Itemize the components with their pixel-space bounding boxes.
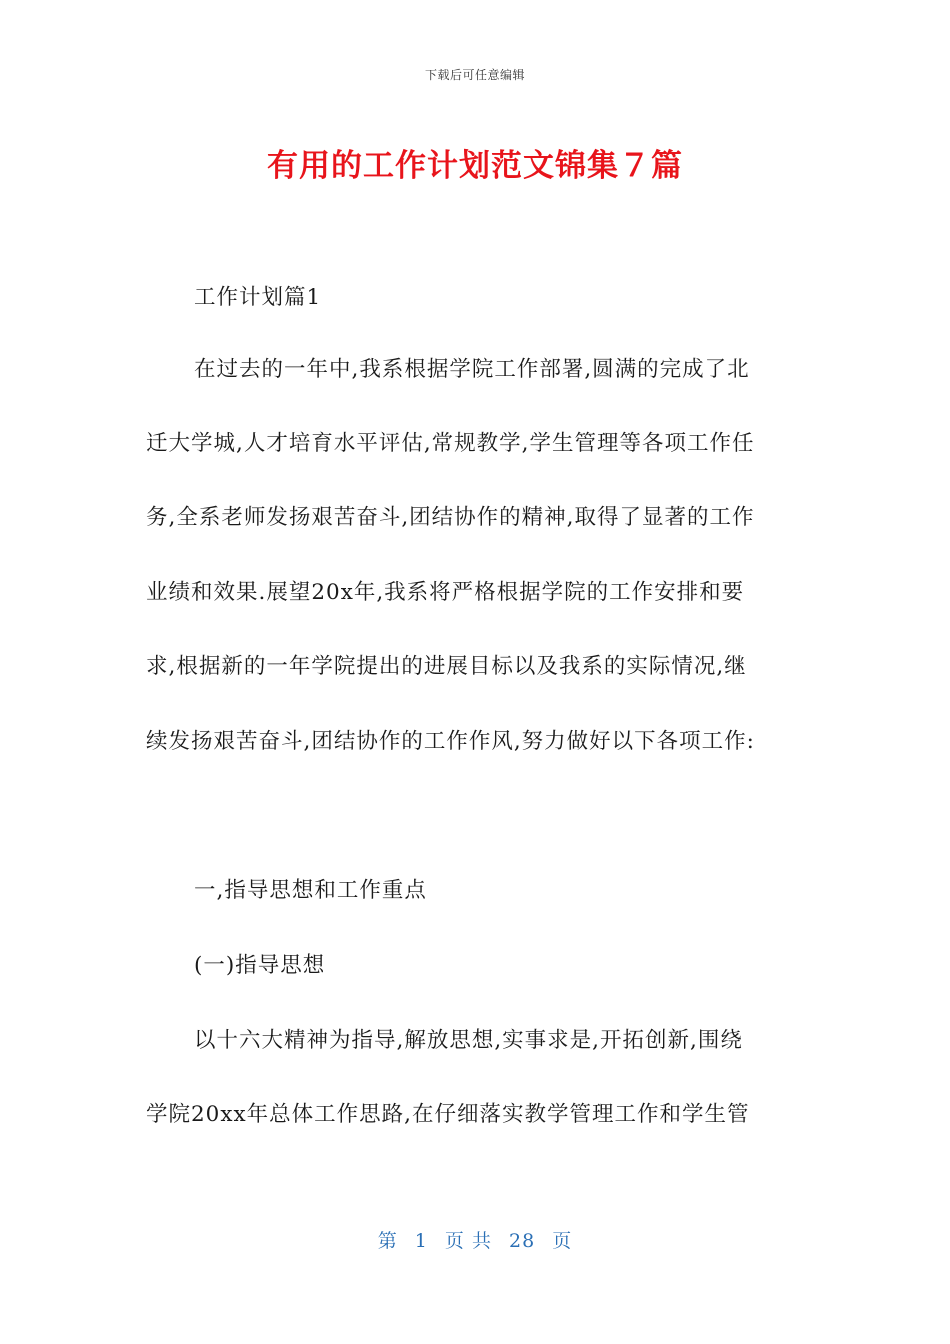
paragraph-line: 在过去的一年中,我系根据学院工作部署,圆满的完成了北 [194,357,750,382]
page-current: 1 [414,1230,428,1252]
paragraph-line: 求,根据新的一年学院提出的进展目标以及我系的实际情况,继 [146,654,747,679]
page-footer [0,1226,950,1253]
header-note: 下载后可任意编辑 [424,68,525,82]
section-heading: 工作计划篇1 [194,285,322,310]
paragraph-line: 业绩和效果.展望20x年,我系将严格根据学院的工作安排和要 [146,580,745,605]
subheading: 一,指导思想和工作重点 [194,878,427,903]
page-prefix: 第 [377,1230,398,1252]
page-mid: 页 共 [444,1230,492,1252]
document-title: 有用的工作计划范文锦集７篇 [267,148,683,184]
paragraph-line: 迁大学城,人才培育水平评估,常规教学,学生管理等各项工作任 [146,431,755,456]
subheading: (一)指导思想 [194,953,326,978]
paragraph-line: 学院20xx年总体工作思路,在仔细落实教学管理工作和学生管 [146,1102,750,1127]
page-suffix: 页 [552,1230,573,1252]
page-total: 28 [509,1230,536,1252]
paragraph-line: 以十六大精神为指导,解放思想,实事求是,开拓创新,围绕 [194,1028,743,1053]
paragraph-line: 务,全系老师发扬艰苦奋斗,团结协作的精神,取得了显著的工作 [146,505,755,530]
paragraph-line: 续发扬艰苦奋斗,团结协作的工作作风,努力做好以下各项工作: [146,729,755,754]
